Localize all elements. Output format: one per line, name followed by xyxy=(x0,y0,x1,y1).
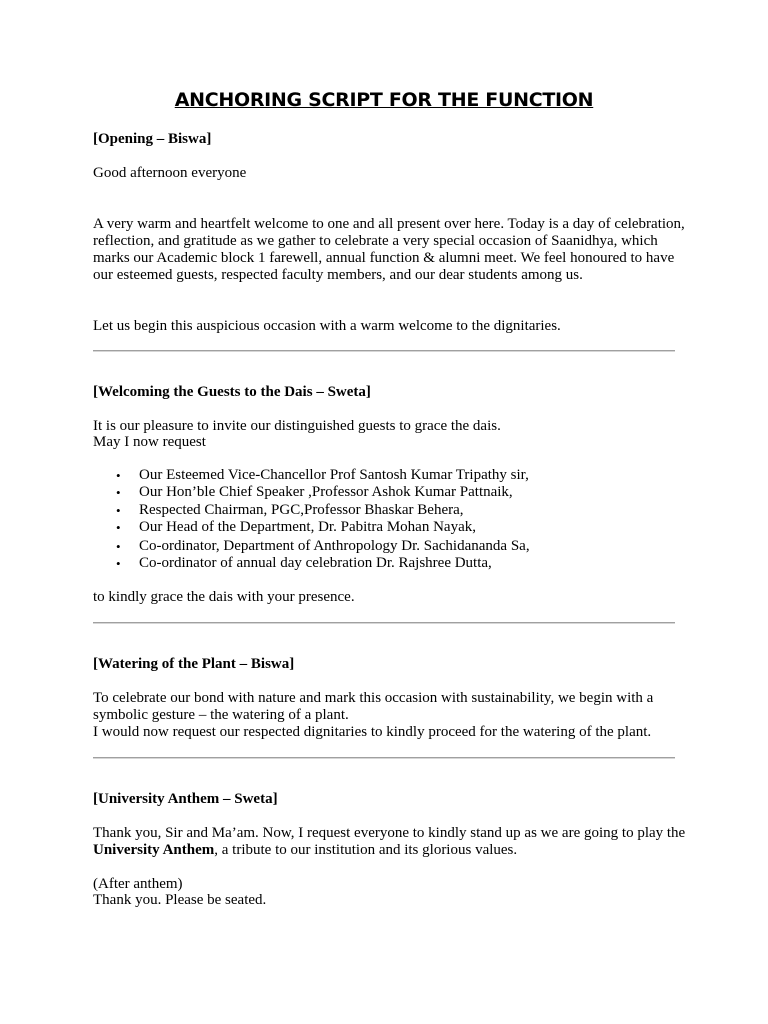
list-item: • Co-ordinator, Department of Anthropology Dr. Sachidananda Sa, xyxy=(116,538,530,555)
list-item: • Co-ordinator of annual day celebration Dr. Rajshree Dutta, xyxy=(116,555,492,572)
anthem-seated-line: Thank you. Please be seated. xyxy=(93,892,267,908)
plant-paragraph: To celebrate our bond with nature and mark this occasion with sustainability, we begin with a symbolic gesture – the watering of a plant. xyxy=(93,690,654,723)
opening-begin-line: Let us begin this auspicious occasion with a warm welcome to the dignitaries. xyxy=(93,318,561,334)
bullet-icon: • xyxy=(116,519,121,535)
welcoming-request-line: May I now request xyxy=(93,434,206,450)
plant-heading: [Watering of the Plant – Biswa] xyxy=(93,656,295,672)
welcoming-invite-line: It is our pleasure to invite our distinguished guests to grace the dais. xyxy=(93,418,501,434)
anthem-heading: [University Anthem – Sweta] xyxy=(93,791,278,807)
list-item: • Our Head of the Department, Dr. Pabitra Mohan Nayak, xyxy=(116,518,476,535)
list-item: • Our Hon’ble Chief Speaker ,Professor Ashok Kumar Pattnaik, xyxy=(116,484,513,501)
section-divider xyxy=(93,350,675,352)
document-title: ANCHORING SCRIPT FOR THE FUNCTION xyxy=(174,89,594,111)
opening-greeting: Good afternoon everyone xyxy=(93,165,247,181)
anthem-emphasis: University Anthem xyxy=(93,842,215,858)
anthem-paragraph: Thank you, Sir and Ma’am. Now, I request everyone to kindly stand up as we are going to play the University Anthem, a tribute to our institution and its glorious values. xyxy=(93,825,686,858)
opening-welcome-paragraph: A very warm and heartfelt welcome to one and all present over here. Today is a day of celebration, reflection, and gratitude as we gather to celebrate a very special occasion of Saanidhya, which marks our Academic block 1 farewell, annual function & alumni meet. We feel honoured to have our esteemed guests, respected faculty members, and our dear students among us. xyxy=(93,216,685,283)
welcoming-closing-line: to kindly grace the dais with your presence. xyxy=(93,589,355,605)
list-item: • Our Esteemed Vice-Chancellor Prof Santosh Kumar Tripathy sir, xyxy=(116,467,529,483)
bullet-icon: • xyxy=(116,485,121,501)
section-divider xyxy=(93,757,675,759)
bullet-icon: • xyxy=(116,539,121,555)
bullet-icon: • xyxy=(116,556,121,572)
bullet-icon: • xyxy=(116,468,121,483)
section-divider xyxy=(93,622,675,624)
plant-request-line: I would now request our respected dignitaries to kindly proceed for the watering of the plant. xyxy=(93,724,652,740)
guest-list xyxy=(116,467,679,573)
opening-heading: [Opening – Biswa] xyxy=(93,131,212,147)
list-item: • Respected Chairman, PGC,Professor Bhaskar Behera, xyxy=(116,501,464,518)
bullet-icon: • xyxy=(116,502,121,518)
anthem-after-note: (After anthem) xyxy=(93,876,183,892)
welcoming-heading: [Welcoming the Guests to the Dais – Sweta] xyxy=(93,384,371,400)
